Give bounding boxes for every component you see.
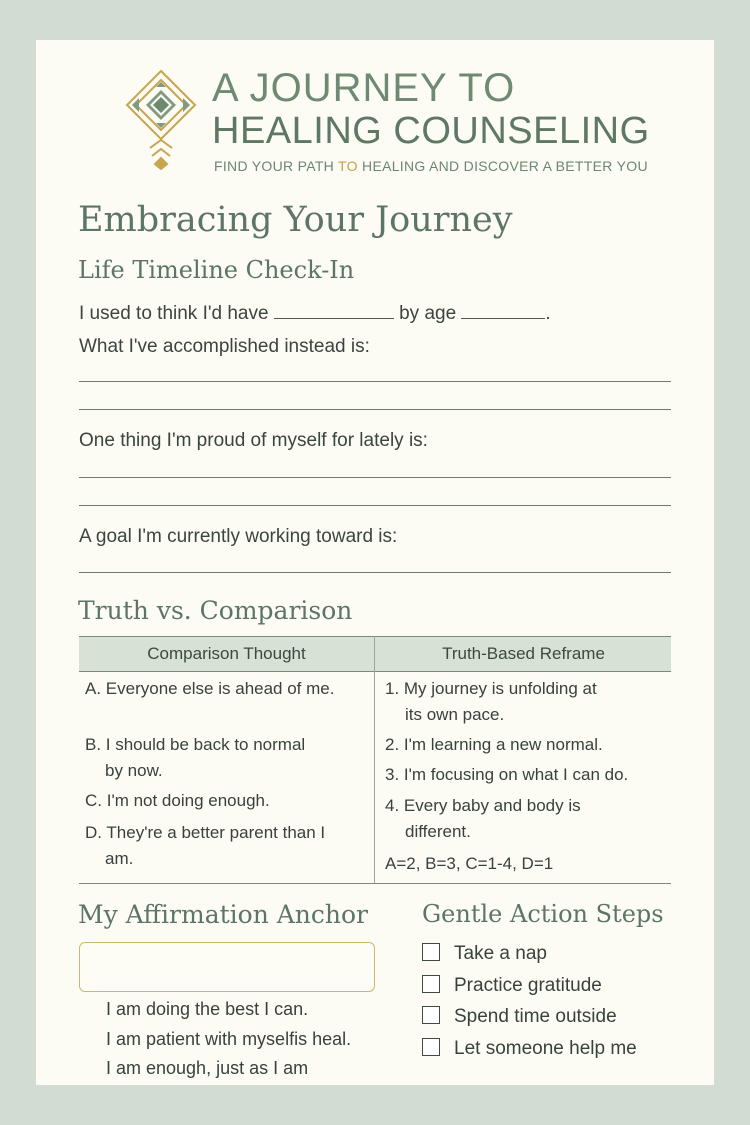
step-item: Let someone help me: [422, 1038, 637, 1060]
column-header: Comparison Thought: [147, 644, 306, 663]
column-header: Truth-Based Reframe: [442, 644, 605, 663]
table-header: [79, 636, 671, 672]
reframe-4: 4. Every baby and body is different.: [385, 796, 581, 841]
answer-line[interactable]: [79, 409, 671, 410]
step-item: Practice gratitude: [422, 975, 602, 997]
answer-line[interactable]: [79, 505, 671, 506]
affirmation-line: I am patient with myselfis heal.: [106, 1029, 352, 1049]
thought-c: C. I'm not doing enough.: [85, 791, 270, 810]
column-divider: [374, 636, 375, 884]
brand-name-line1: A JOURNEY TO: [212, 66, 516, 110]
comparison-table: [79, 636, 671, 884]
brand-name-line2: HEALING COUNSELING: [212, 110, 650, 152]
answer-line[interactable]: [79, 381, 671, 382]
reframe-3: 3. I'm focusing on what I can do.: [385, 765, 629, 784]
steps-heading: Gentle Action Steps: [422, 900, 664, 928]
answer-line[interactable]: [79, 477, 671, 478]
table-bottom-border: [79, 883, 671, 884]
blank-age[interactable]: [461, 300, 545, 319]
thought-a: A. Everyone else is ahead of me.: [85, 679, 335, 698]
prompt-goal: A goal I'm currently working toward is:: [79, 526, 398, 547]
worksheet-page: [36, 40, 714, 1085]
prompt-accomplished: What I've accomplished instead is:: [79, 336, 370, 357]
page-title: Embracing Your Journey: [78, 200, 513, 240]
answer-key: A=2, B=3, C=1-4, D=1: [385, 854, 554, 873]
step-item: Take a nap: [422, 943, 547, 965]
thought-b: B. I should be back to normal by now.: [85, 735, 306, 780]
thought-d: D. They're a better parent than I am.: [85, 823, 326, 868]
checkbox[interactable]: [422, 1038, 440, 1056]
timeline-heading: Life Timeline Check-In: [78, 256, 355, 284]
step-item: Spend time outside: [422, 1006, 617, 1028]
checkbox[interactable]: [422, 943, 440, 961]
prompt-proud: One thing I'm proud of myself for lately is:: [79, 430, 428, 451]
affirmation-heading: My Affirmation Anchor: [78, 900, 369, 929]
blank-what[interactable]: [274, 300, 394, 319]
reframe-1: 1. My journey is unfolding at its own pace.: [385, 679, 597, 724]
affirmation-line: I am doing the best I can.: [106, 999, 309, 1019]
reframe-2: 2. I'm learning a new normal.: [385, 735, 603, 754]
affirmation-input-box[interactable]: [79, 942, 375, 992]
tagline: FIND YOUR PATH TO HEALING AND DISCOVER A BETTER YOU: [214, 158, 648, 174]
affirmation-line: I am enough, just as I am: [106, 1058, 309, 1078]
comparison-heading: Truth vs. Comparison: [78, 596, 353, 625]
checkbox[interactable]: [422, 1006, 440, 1024]
answer-line[interactable]: [79, 572, 671, 573]
diamond-emblem-icon: [124, 68, 198, 170]
checkbox[interactable]: [422, 975, 440, 993]
timeline-sentence: I used to think I'd have by age .: [79, 300, 551, 325]
